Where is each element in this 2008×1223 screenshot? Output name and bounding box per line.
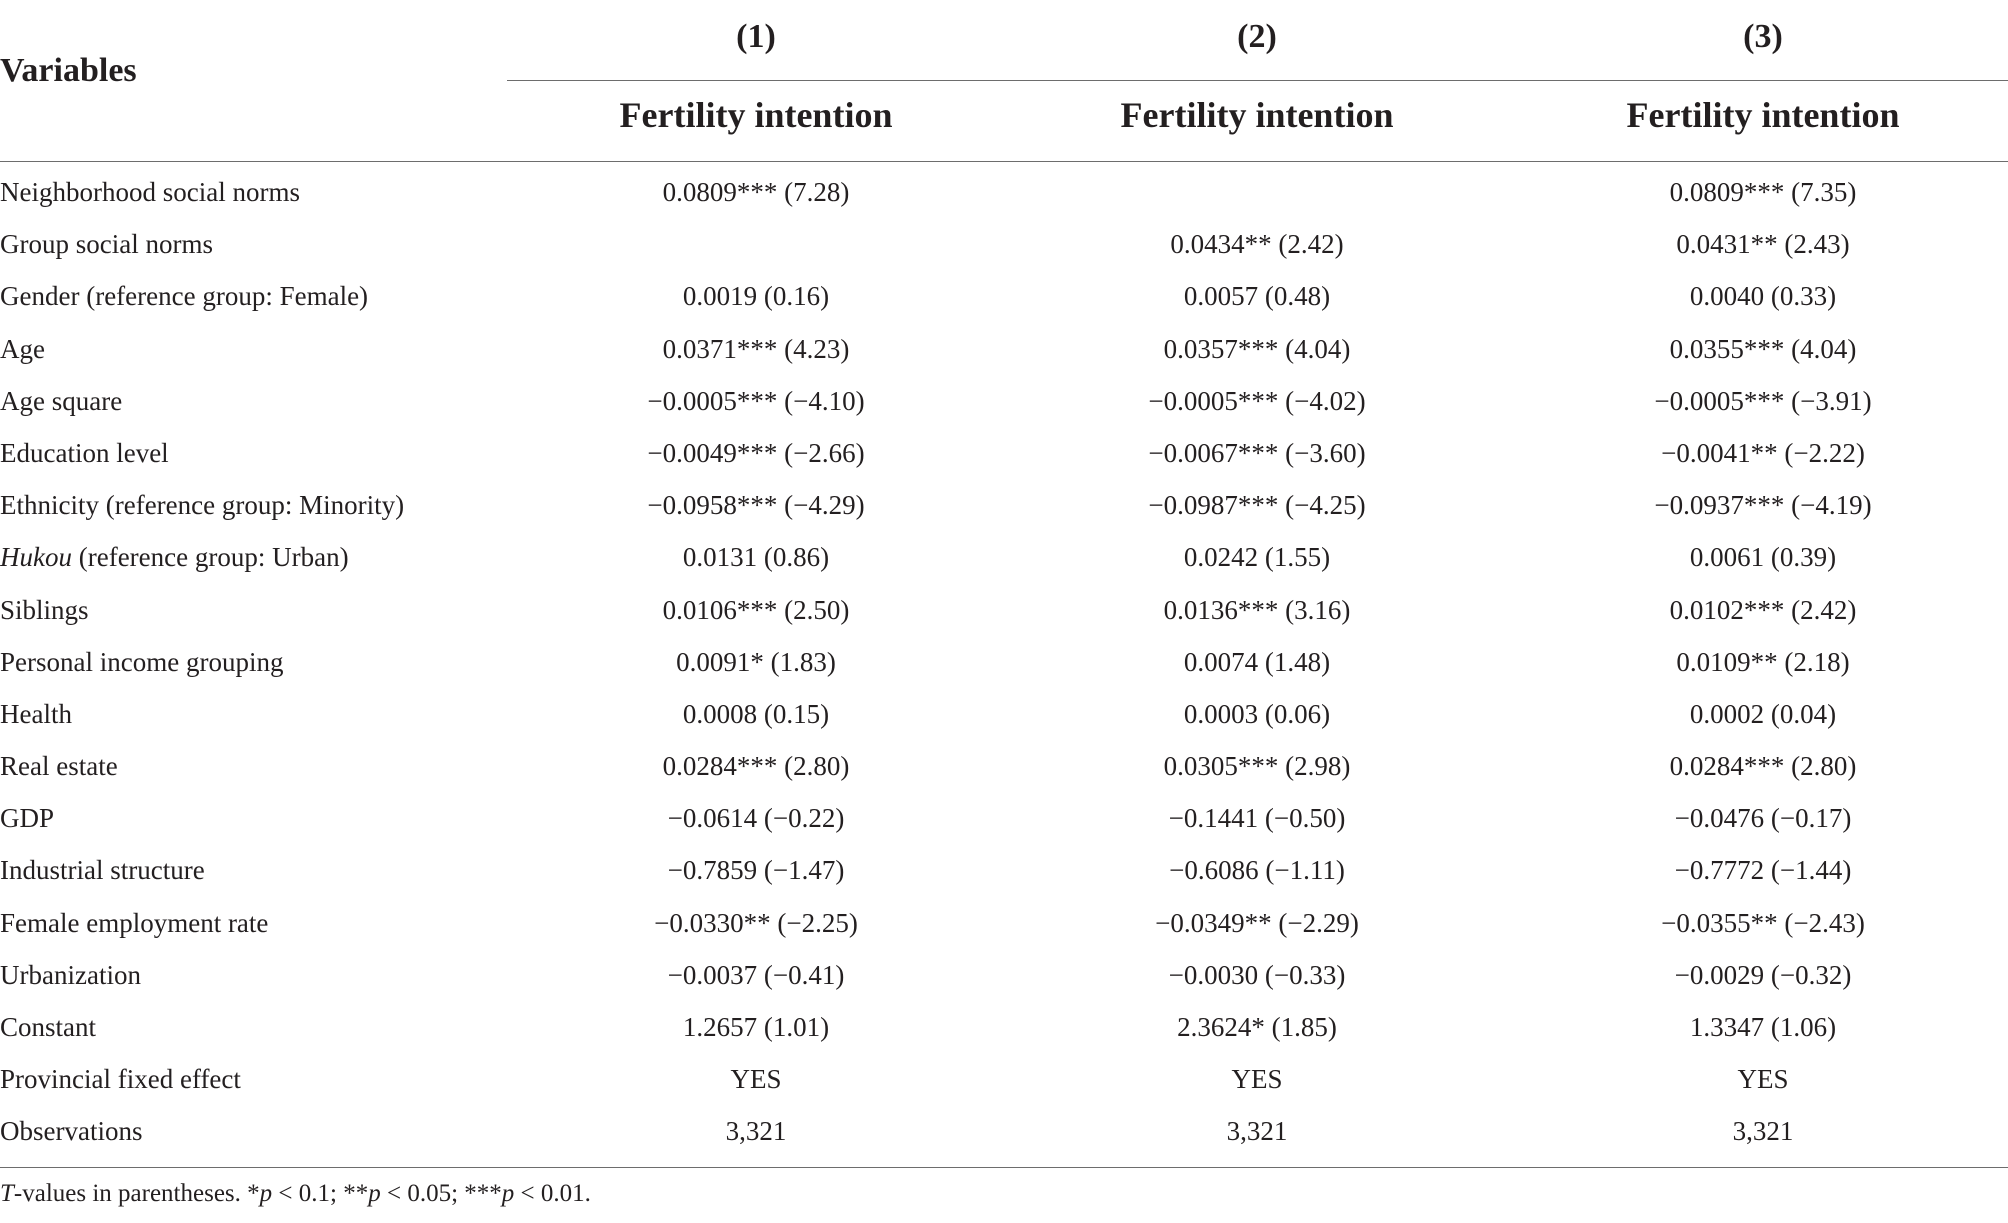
- cell-column-1: 0.0371*** (4.23): [662, 333, 850, 364]
- cell-column-3: −0.0029 (−0.32): [1674, 959, 1852, 990]
- cell-column-2: 0.0057 (0.48): [1183, 281, 1331, 312]
- row-label: [0, 1053, 241, 1105]
- table-bottom-rule: [0, 1167, 2008, 1168]
- row-label: [0, 479, 404, 531]
- row-label: [0, 584, 89, 636]
- cell-column-3: 0.0002 (0.04): [1689, 698, 1837, 729]
- note-text-1: -values in parentheses. *: [13, 1180, 260, 1207]
- cell-column-2: 0.0242 (1.55): [1183, 542, 1331, 573]
- table-note: [0, 1180, 591, 1208]
- cell-column-1: 0.0284*** (2.80): [662, 751, 850, 782]
- note-t-italic: T: [0, 1180, 14, 1207]
- row-label: [0, 270, 368, 322]
- row-label-text: (reference group: Urban): [71, 542, 349, 573]
- column-2-title: Fertility intention: [1120, 95, 1394, 135]
- cell-column-3: −0.0937*** (−4.19): [1654, 490, 1872, 521]
- row-label: [0, 636, 283, 688]
- row-label: [0, 949, 141, 1001]
- cell-column-3: −0.0355** (−2.43): [1661, 907, 1865, 938]
- cell-column-1: −0.0614 (−0.22): [667, 803, 845, 834]
- cell-column-1: 0.0091* (1.83): [676, 646, 836, 677]
- row-label-text: Age: [0, 333, 45, 364]
- cell-column-1: YES: [730, 1064, 782, 1095]
- table-row: [0, 427, 2008, 479]
- row-label-italic-prefix: Hukou: [0, 542, 72, 573]
- cell-column-3: 0.0061 (0.39): [1689, 542, 1837, 573]
- cell-column-3: 0.0040 (0.33): [1689, 281, 1837, 312]
- cell-column-3: −0.0476 (−0.17): [1674, 803, 1852, 834]
- cell-column-2: 0.0136*** (3.16): [1163, 594, 1351, 625]
- row-label-text: Industrial structure: [0, 855, 205, 886]
- row-label: [0, 897, 268, 949]
- cell-column-2: 0.0074 (1.48): [1183, 646, 1331, 677]
- cell-column-1: 0.0131 (0.86): [682, 542, 830, 573]
- cell-column-2: −0.6086 (−1.11): [1169, 855, 1345, 886]
- row-label: [0, 1105, 142, 1157]
- cell-column-3: 3,321: [1732, 1116, 1794, 1147]
- cell-column-1: 0.0019 (0.16): [682, 281, 830, 312]
- row-label: [0, 427, 169, 479]
- cell-column-1: −0.0958*** (−4.29): [647, 490, 865, 521]
- row-label-text: Education level: [0, 437, 169, 468]
- table-row: [0, 636, 2008, 688]
- row-label-text: Observations: [0, 1116, 143, 1147]
- cell-column-3: 1.3347 (1.06): [1689, 1012, 1837, 1042]
- cell-column-3: 0.0284*** (2.80): [1669, 751, 1857, 782]
- cell-column-1: 0.0809*** (7.28): [662, 177, 850, 207]
- note-p2: p: [368, 1180, 381, 1207]
- column-1-number: (1): [736, 18, 776, 55]
- cell-column-2: 0.0357*** (4.04): [1163, 333, 1351, 364]
- row-label-text: Urbanization: [0, 959, 141, 990]
- cell-column-1: −0.0005*** (−4.10): [647, 385, 865, 416]
- row-label-text: Provincial fixed effect: [0, 1064, 241, 1095]
- cell-column-2: 0.0305*** (2.98): [1163, 751, 1351, 782]
- cell-column-1: 0.0008 (0.15): [682, 698, 830, 729]
- row-label-text: Age square: [0, 385, 123, 416]
- cell-column-2: −0.0987*** (−4.25): [1148, 490, 1366, 521]
- row-label: [0, 1001, 96, 1053]
- table-row: [0, 166, 2008, 218]
- cell-column-2: 0.0003 (0.06): [1183, 698, 1331, 729]
- cell-column-1: −0.7859 (−1.47): [667, 855, 845, 886]
- cell-column-1: 1.2657 (1.01): [682, 1012, 830, 1042]
- row-label-text: Neighborhood social norms: [0, 177, 300, 207]
- table-row: [0, 1001, 2008, 1053]
- table-row: [0, 218, 2008, 270]
- note-p1: p: [259, 1180, 273, 1207]
- table-header: [0, 0, 2008, 162]
- cell-column-2: −0.0005*** (−4.02): [1148, 385, 1366, 416]
- table-row: [0, 897, 2008, 949]
- row-label-text: Gender (reference group: Female): [0, 281, 369, 312]
- table-row: [0, 1105, 2008, 1157]
- row-label: [0, 323, 45, 375]
- row-label-text: GDP: [0, 803, 55, 834]
- cell-column-1: 3,321: [725, 1116, 787, 1147]
- header-mid-rule: [507, 80, 2008, 81]
- column-2-number: (2): [1237, 18, 1277, 55]
- column-1-title: Fertility intention: [619, 95, 893, 135]
- cell-column-3: −0.7772 (−1.44): [1674, 855, 1852, 886]
- row-label-text: Ethnicity (reference group: Minority): [0, 490, 405, 521]
- cell-column-3: 0.0355*** (4.04): [1669, 333, 1857, 364]
- row-label-text: Female employment rate: [0, 907, 269, 938]
- table-row: [0, 740, 2008, 792]
- cell-column-3: 0.0102*** (2.42): [1669, 594, 1857, 625]
- note-p3: p: [501, 1180, 515, 1207]
- cell-column-1: −0.0049*** (−2.66): [647, 437, 865, 468]
- table-row: [0, 792, 2008, 844]
- row-label-text: Siblings: [0, 594, 89, 625]
- row-label-text: Group social norms: [0, 229, 213, 260]
- row-label: [0, 792, 54, 844]
- cell-column-2: YES: [1231, 1064, 1283, 1095]
- note-text-4: < 0.01.: [514, 1180, 591, 1207]
- row-label: [0, 166, 300, 218]
- table-row: [0, 323, 2008, 375]
- table-row: [0, 949, 2008, 1001]
- cell-column-3: 0.0431** (2.43): [1676, 229, 1850, 260]
- row-label: [0, 218, 213, 270]
- table-row: [0, 1053, 2008, 1105]
- table-body: [0, 162, 2008, 1158]
- table-row: [0, 584, 2008, 636]
- row-label: [0, 740, 118, 792]
- cell-column-3: −0.0041** (−2.22): [1661, 437, 1865, 468]
- table-row: [0, 270, 2008, 322]
- cell-column-3: 0.0109** (2.18): [1676, 646, 1850, 677]
- row-label-text: Real estate: [0, 751, 118, 782]
- cell-column-2: 3,321: [1226, 1116, 1288, 1147]
- table-row: [0, 531, 2008, 583]
- row-label: [0, 688, 72, 740]
- note-text-2: < 0.1; **: [272, 1180, 369, 1207]
- table-row: [0, 375, 2008, 427]
- row-label: [0, 531, 349, 583]
- cell-column-3: 0.0809*** (7.35): [1669, 177, 1857, 207]
- cell-column-1: −0.0037 (−0.41): [667, 959, 845, 990]
- table-row: [0, 688, 2008, 740]
- cell-column-1: 0.0106*** (2.50): [662, 594, 850, 625]
- cell-column-1: −0.0330** (−2.25): [654, 907, 858, 938]
- row-label: [0, 844, 205, 896]
- cell-column-2: −0.0067*** (−3.60): [1148, 437, 1366, 468]
- table-row: [0, 479, 2008, 531]
- variables-header: Variables: [0, 52, 137, 89]
- cell-column-2: −0.1441 (−0.50): [1168, 803, 1346, 834]
- cell-column-2: 0.0434** (2.42): [1170, 229, 1344, 260]
- cell-column-3: YES: [1737, 1064, 1789, 1095]
- cell-column-3: −0.0005*** (−3.91): [1654, 385, 1872, 416]
- cell-column-2: −0.0349** (−2.29): [1155, 907, 1359, 938]
- row-label-text: Constant: [0, 1012, 97, 1042]
- cell-column-2: 2.3624* (1.85): [1177, 1012, 1337, 1042]
- column-3-number: (3): [1743, 18, 1783, 55]
- note-text-3: < 0.05; ***: [380, 1180, 502, 1207]
- row-label-text: Personal income grouping: [0, 646, 284, 677]
- row-label-text: Health: [0, 698, 72, 729]
- row-label: [0, 375, 122, 427]
- cell-column-2: −0.0030 (−0.33): [1168, 959, 1346, 990]
- table-row: [0, 844, 2008, 896]
- column-3-title: Fertility intention: [1626, 95, 1900, 135]
